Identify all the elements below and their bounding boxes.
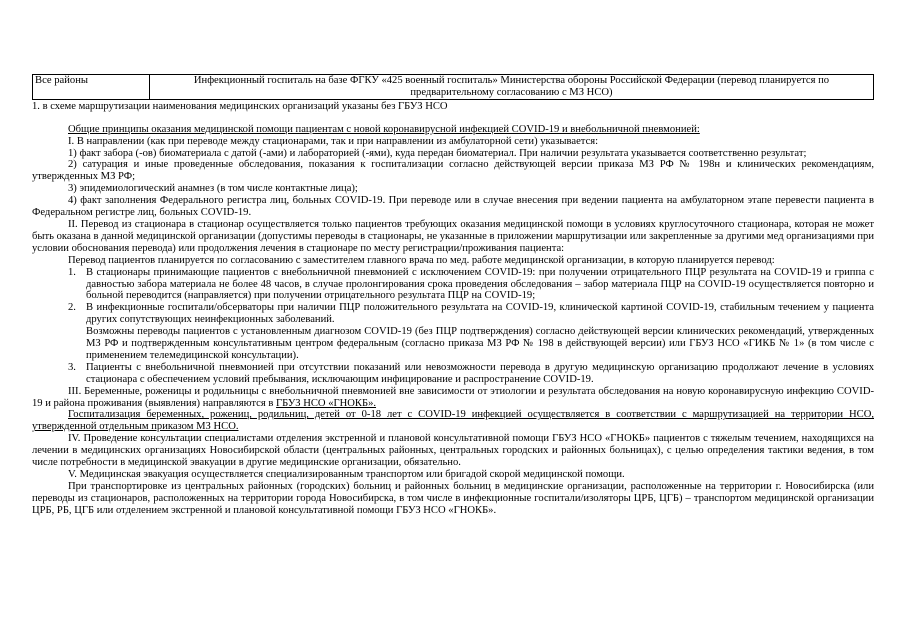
transfer-list [32,267,874,386]
section-5-intro: V. Медицинская эвакуация осуществляется специализированным транспортом или бригадой скорой медицинской помощи. [68,469,625,480]
section-1-item-2: 2) сатурация и иные проведенные обследования, показания к госпитализации согласно действующей версии приказа МЗ РФ № 198н и клинических рекомендациям, утвержденных МЗ РФ; [32,159,874,183]
section-2-intro: II. Перевод из стационара в стационар осуществляется только пациентов требующих оказания медицинской помощи в условиях круглосуточного стационара, которая не может быть оказана в данной медицинской организации (допустимы переводы в стационары, не указанные в приложении маршрутизации или закрепленные за другими мед организациями при условии обоснования перевода) или продолжения лечения в стационаре по месту регистрации/проживания пациента: [32,218,874,254]
section-1-item-4: 4) факт заполнения Федерального регистра лиц, больных COVID-19. При переводе или в случае внесения при ведении пациента на амбулаторном этапе перевести пациента в Федеральном регистре лиц, больных COVID-19. [32,195,874,219]
list-item: 2. В инфекционные госпитали/обсерваторы при наличии ПЦР положительного результата на COVID-19, клинической картиной COVID-19, стабильным течением у пациента других сопутствующих неинфекционных заболеваний. [68,302,874,326]
section-1-item-1: 1) факт забора (-ов) биоматериала с датой (-ами) и лабораторией (-ями), куда передан биоматериал. При наличии результата указывается соответственно результат; [68,147,807,159]
list-item: 1. В стационары принимающие пациентов с внебольничной пневмонией с исключением COVID-19: при получении отрицательного ПЦР результата на COVID-19 и гриппа с давностью забора материала не более 48 часов, в случае пролонгирования срока проведения обследования – забор материала ПЦР на COVID-19 осуществляется повторно и больной переводится (направляется) при получении отрицательного результата ПЦР на COVID-19; [68,266,874,302]
list-item-continuation: Возможны переводы пациентов с установленным диагнозом COVID-19 (без ПЦР подтверждения) согласно действующей версии клинических рекомендаций, утвержденных МЗ РФ и подтвержденным консультативным центром федеральным (согласно приказа МЗ РФ № 198 в действующей версии) или ГБУЗ НСО «ГИКБ № 1» (в том числе с применением телемедицинской консультации). [86,326,874,361]
routing-table-row [32,74,874,100]
section-4: IV. Проведение консультации специалистами отделения экстренной и плановой консультативной помощи ГБУЗ НСО «ГНОКБ» пациентов с тяжелым течением, находящихся на лечении в медицинских организациях Новосибирской области (центральных районных, центральных городских и районных больницах), с целью определения тактики ведения, в том числе потребности в медицинской эвакуации в другие медицинские организации, обязательно. [32,433,874,469]
document-page [32,74,874,517]
hospital-cell: Инфекционный госпиталь на базе ФГКУ «425 военный госпиталь» Министерства обороны Российской Федерации (перевод планируется по предварительному согласованию с МЗ НСО) [150,75,874,100]
section-3: III. Беременные, роженицы и родильницы с внебольничной пневмонией вне зависимости от этиологии и результата обследования на новую коронавирусную инфекцию COVID-19 и района проживания (выявления) направляются в ГБУЗ НСО «ГНОКБ». [32,385,874,409]
section-1-intro: I. В направлении (как при переводе между стационарами, так и при направлении из амбулаторной сети) указывается: [68,135,599,147]
section-3-underlined: Госпитализация беременных, рожениц, родильниц, детей от 0-18 лет с COVID-19 инфекцией осуществляется в соответствии с маршрутизацией на территории НСО, утвержденной отдельным приказом МЗ НСО. [32,409,874,433]
section-5-text: При транспортировке из центральных районных (городских) больниц и районных больниц в медицинские организации, расположенные на территории г. Новосибирска (или переводы из стационаров, расположенных на территории города Новосибирска, в том числе в инфекционные госпитали/изоляторы ЦРБ, ЦГБ) – транспортом медицинской организации ЦРБ, РБ, ЦГБ или отделением экстренной и плановой консультативной помощи ГБУЗ НСО «ГНОКБ». [32,480,874,516]
gnokb-link: ГБУЗ НСО «ГНОКБ». [276,397,377,409]
section-2-plan: Перевод пациентов планируется по согласованию с заместителем главного врача по мед. работе медицинской организации, в которую планируется перевод: [68,254,775,266]
principles-heading: Общие принципы оказания медицинской помощи пациентам с новой коронавирусной инфекцией COVID-19 и внебольничной пневмонией: [68,123,700,135]
footnote: 1. в схеме маршрутизации наименования медицинских организаций указаны без ГБУЗ НСО [32,100,448,112]
region-cell: Все районы [33,75,150,100]
list-item: 3. Пациенты с внебольничной пневмонией при отсутствии показаний или невозможности перевода в другую медицинскую организацию продолжают лечение в условиях стационара с обеспечением условий пребывания, исключающим инфицирование и распространение COVID-19. [68,361,874,385]
section-1-item-3: 3) эпидемиологический анамнез (в том числе контактные лица); [68,183,358,195]
